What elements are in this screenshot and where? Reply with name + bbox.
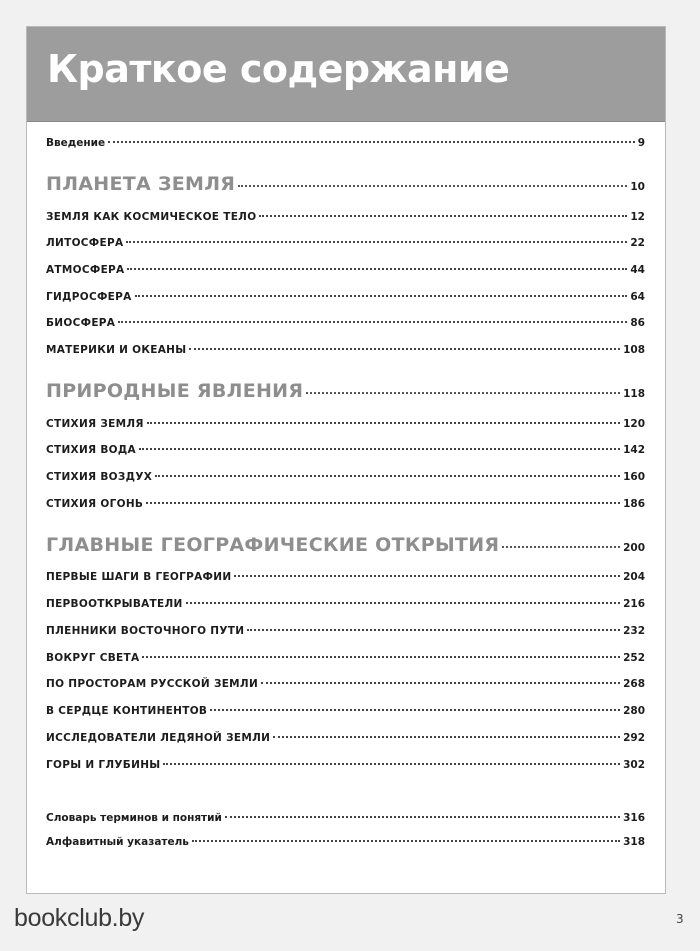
toc-entry-label: Словарь терминов и понятий [46,812,222,824]
toc-entry-page: 120 [623,418,645,430]
toc-entry [46,678,645,690]
toc-entry [46,705,645,717]
toc-entry-label: ЛИТОСФЕРА [46,237,124,249]
dot-leader [147,422,620,424]
toc-entry-label: ИССЛЕДОВАТЕЛИ ЛЕДЯНОЙ ЗЕМЛИ [46,732,271,744]
toc-entry-page: 268 [623,678,645,690]
dot-leader [108,141,635,143]
toc-entry-label: СТИХИЯ ВОЗДУХ [46,471,153,483]
dot-leader [186,602,620,604]
dot-leader [273,736,620,738]
toc-entry-page: 318 [623,836,645,848]
dot-leader [118,321,627,323]
dot-leader [261,682,620,684]
toc-entry-label: БИОСФЕРА [46,317,116,329]
toc-section-discoveries [46,534,645,556]
toc-entry [46,264,645,276]
toc-entry-page: 316 [623,812,645,824]
toc-entry-label: МАТЕРИКИ И ОКЕАНЫ [46,344,187,356]
toc-entry-label: ПО ПРОСТОРАМ РУССКОЙ ЗЕМЛИ [46,678,259,690]
dot-leader [163,763,620,765]
dot-leader [135,295,628,297]
dot-leader [502,546,620,548]
toc-entry-label: ПЕРВООТКРЫВАТЕЛИ [46,598,183,610]
dot-leader [225,816,620,818]
toc-entry-glossary [46,812,645,824]
toc-entry [46,571,645,583]
toc-entry-page: 86 [630,317,645,329]
page-title: Краткое содержание [47,47,510,91]
toc-section-page: 10 [630,181,645,193]
toc-entry [46,291,645,303]
toc-entry-page: 204 [623,571,645,583]
toc-entry-label: СТИХИЯ ЗЕМЛЯ [46,418,144,430]
dot-leader [127,268,627,270]
dot-leader [192,840,620,842]
toc-section-page: 118 [623,388,645,400]
toc-entry-page: 186 [623,498,645,510]
site-watermark: bookclub.by [14,904,145,932]
toc-section-label: ПЛАНЕТА ЗЕМЛЯ [46,173,236,195]
page-number: 3 [676,912,684,926]
toc-entry-page: 232 [623,625,645,637]
toc-entry-label: В СЕРДЦЕ КОНТИНЕНТОВ [46,705,208,717]
toc-entry-page: 12 [630,211,645,223]
toc-entry-label: АТМОСФЕРА [46,264,125,276]
toc-entry-label: СТИХИЯ ОГОНЬ [46,498,144,510]
toc-entry-intro [46,137,645,149]
dot-leader [247,629,620,631]
toc-entry-page: 252 [623,652,645,664]
toc-entry-label: СТИХИЯ ВОДА [46,444,136,456]
toc-entry-label: Алфавитный указатель [46,836,189,848]
toc-entry [46,498,645,510]
toc-entry [46,652,645,664]
dot-leader [139,448,620,450]
toc-entry-page: 302 [623,759,645,771]
toc-entry [46,418,645,430]
toc-entry-label: ПЛЕННИКИ ВОСТОЧНОГО ПУТИ [46,625,245,637]
toc-entry-label: ВОКРУГ СВЕТА [46,652,140,664]
toc-entry [46,237,645,249]
title-banner [27,27,665,122]
dot-leader [155,475,620,477]
toc-entry [46,471,645,483]
toc-entry-label: Введение [46,137,106,149]
toc-entry-page: 44 [630,264,645,276]
dot-leader [259,215,627,217]
toc-entry-label: ГОРЫ И ГЛУБИНЫ [46,759,161,771]
toc-entry-page: 64 [630,291,645,303]
dot-leader [234,575,620,577]
toc-entry-page: 108 [623,344,645,356]
toc-entry [46,759,645,771]
toc-section-natural-phenomena [46,380,645,402]
toc-entry-label: ЗЕМЛЯ КАК КОСМИЧЕСКОЕ ТЕЛО [46,211,257,223]
toc-entry-page: 280 [623,705,645,717]
toc-section-planet-earth [46,173,645,195]
toc-entry [46,444,645,456]
toc-entry-index [46,836,645,848]
toc-entry-page: 142 [623,444,645,456]
dot-leader [126,241,627,243]
dot-leader [210,709,620,711]
toc-entry [46,625,645,637]
toc-entry-page: 22 [630,237,645,249]
dot-leader [238,185,627,187]
toc-entry [46,598,645,610]
toc-entry [46,317,645,329]
dot-leader [142,656,620,658]
toc-entry-page: 160 [623,471,645,483]
toc-entry-page: 9 [637,137,645,149]
toc-section-label: ПРИРОДНЫЕ ЯВЛЕНИЯ [46,380,304,402]
dot-leader [306,392,620,394]
toc-entry-label: ПЕРВЫЕ ШАГИ В ГЕОГРАФИИ [46,571,232,583]
toc-section-page: 200 [623,542,645,554]
toc-entry-page: 216 [623,598,645,610]
dot-leader [146,502,620,504]
dot-leader [189,348,620,350]
toc-entry-page: 292 [623,732,645,744]
toc-entry [46,344,645,356]
toc-entry [46,732,645,744]
toc-entry-label: ГИДРОСФЕРА [46,291,132,303]
toc-entry [46,211,645,223]
toc-section-label: ГЛАВНЫЕ ГЕОГРАФИЧЕСКИЕ ОТКРЫТИЯ [46,534,500,556]
